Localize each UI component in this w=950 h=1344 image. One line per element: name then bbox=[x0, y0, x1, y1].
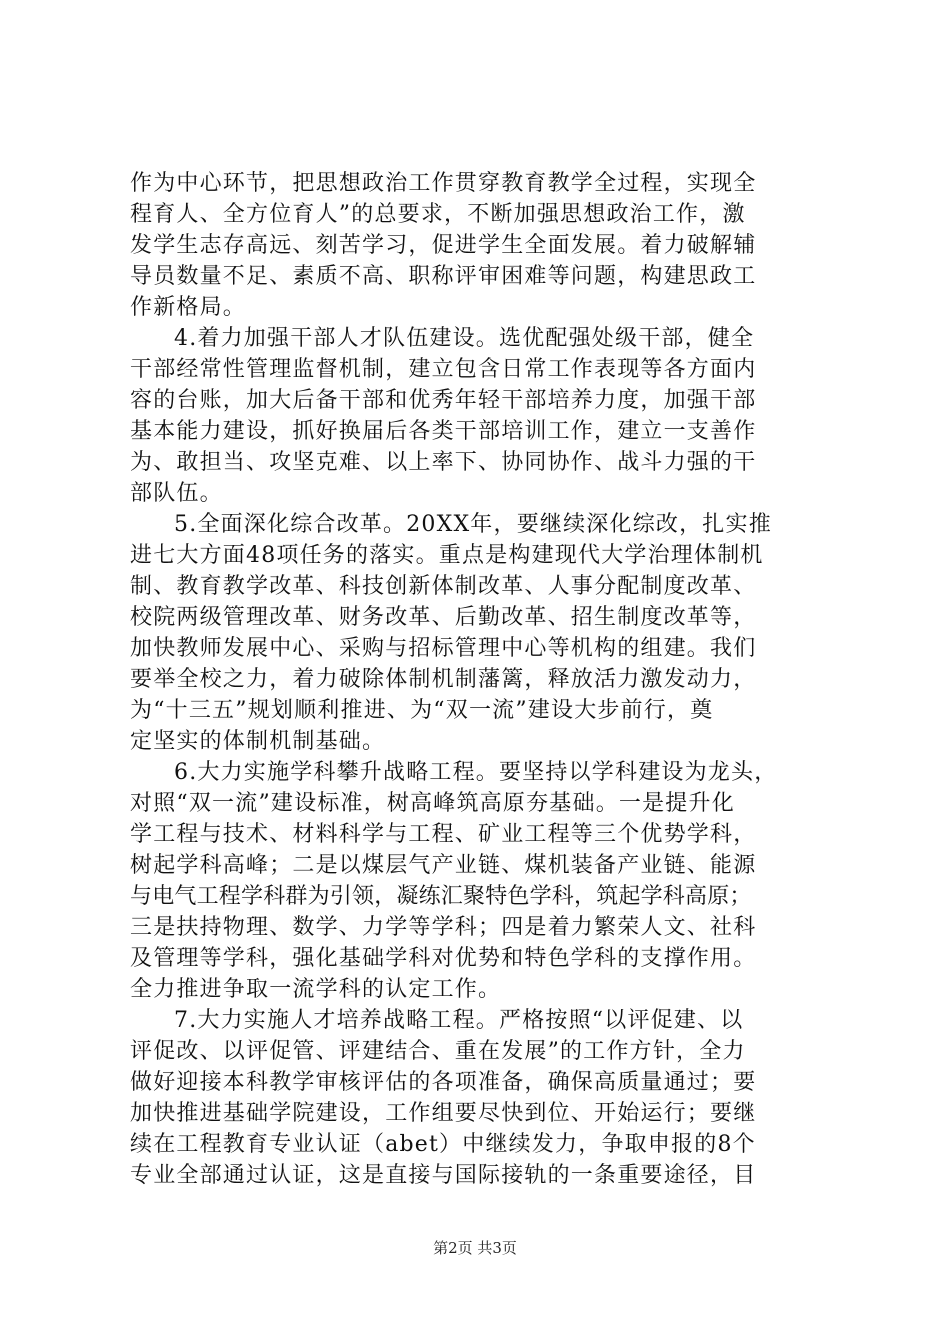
text-line: 加快推进基础学院建设，工作组要尽快到位、开始运行；要继 bbox=[130, 1101, 757, 1126]
text-line: 发学生志存高远、刻苦学习，促进学生全面发展。着力破解辅 bbox=[130, 233, 757, 258]
text-line: 制、教育教学改革、科技创新体制改革、人事分配制度改革、 bbox=[130, 574, 757, 599]
page-number-label: 第2页 共3页 bbox=[433, 1239, 517, 1257]
text-line: 及管理等学科，强化基础学科对优势和特色学科的支撑作用。 bbox=[130, 946, 757, 971]
text-line: 加快教师发展中心、采购与招标管理中心等机构的组建。我们 bbox=[130, 636, 757, 661]
text-line: 作新格局。 bbox=[130, 295, 247, 320]
text-line: 校院两级管理改革、财务改革、后勤改革、招生制度改革等， bbox=[130, 605, 757, 630]
text-line: 作为中心环节，把思想政治工作贯穿教育教学全过程，实现全 bbox=[130, 171, 757, 196]
text-line: 为“十三五”规划顺利推进、为“双一流”建设大步前行，奠 bbox=[130, 698, 714, 723]
body-text bbox=[130, 168, 830, 1191]
text-line: 6.大力实施学科攀升战略工程。要坚持以学科建设为龙头， bbox=[174, 760, 778, 785]
page-footer bbox=[0, 1238, 950, 1258]
text-line: 三是扶持物理、数学、力学等学科；四是着力繁荣人文、社科 bbox=[130, 915, 757, 940]
text-line: 对照“双一流”建设标准，树高峰筑高原夯基础。一是提升化 bbox=[130, 791, 735, 816]
text-line: 定坚实的体制机制基础。 bbox=[130, 729, 386, 754]
text-line: 为、敢担当、攻坚克难、以上率下、协同协作、战斗力强的干 bbox=[130, 450, 757, 475]
text-line: 全力推进争取一流学科的认定工作。 bbox=[130, 977, 502, 1002]
text-line: 进七大方面48项任务的落实。重点是构建现代大学治理体制机 bbox=[130, 543, 764, 568]
text-line: 树起学科高峰；二是以煤层气产业链、煤机装备产业链、能源 bbox=[130, 853, 757, 878]
text-line: 干部经常性管理监督机制，建立包含日常工作表现等各方面内 bbox=[130, 357, 757, 382]
text-line: 容的台账，加大后备干部和优秀年轻干部培养力度，加强干部 bbox=[130, 388, 757, 413]
text-line: 部队伍。 bbox=[130, 481, 223, 506]
text-line: 专业全部通过认证，这是直接与国际接轨的一条重要途径，目 bbox=[130, 1163, 757, 1188]
text-line: 4.着力加强干部人才队伍建设。选优配强处级干部，健全 bbox=[174, 326, 755, 351]
text-line: 5.全面深化综合改革。20XX年，要继续深化综改，扎实推 bbox=[174, 512, 772, 537]
text-line: 7.大力实施人才培养战略工程。严格按照“以评促建、以 bbox=[174, 1008, 744, 1033]
text-line: 基本能力建设，抓好换届后各类干部培训工作，建立一支善作 bbox=[130, 419, 757, 444]
text-line: 与电气工程学科群为引领，凝练汇聚特色学科，筑起学科高原； bbox=[130, 884, 752, 909]
text-line: 要举全校之力，着力破除体制机制藩篱，释放活力激发动力， bbox=[130, 667, 757, 692]
text-line: 学工程与技术、材料科学与工程、矿业工程等三个优势学科， bbox=[130, 822, 757, 847]
text-line: 评促改、以评促管、评建结合、重在发展”的工作方针，全力 bbox=[130, 1039, 746, 1064]
text-line: 程育人、全方位育人”的总要求，不断加强思想政治工作，激 bbox=[130, 202, 746, 227]
text-line: 做好迎接本科教学审核评估的各项准备，确保高质量通过；要 bbox=[130, 1070, 757, 1095]
text-line: 续在工程教育专业认证（abet）中继续发力，争取申报的8个 bbox=[130, 1132, 756, 1157]
text-line: 导员数量不足、素质不高、职称评审困难等问题，构建思政工 bbox=[130, 264, 757, 289]
